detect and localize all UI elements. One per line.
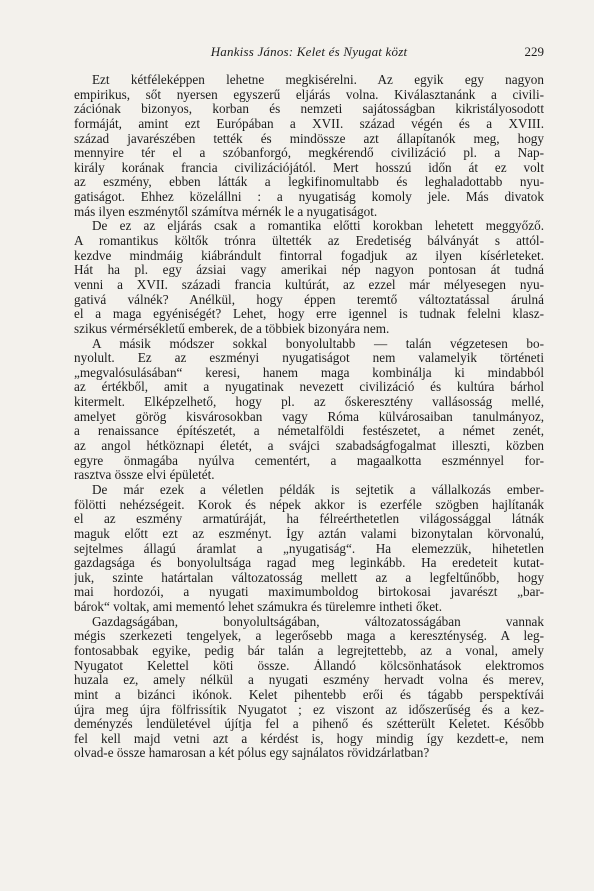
text-line: az angol hétköznapi életét, a svájci szabadságfogalmat illeszti, közben <box>74 439 544 454</box>
text-line: deményzés lendületével újítja fel a pihenő és szétterült Keletet. Később <box>74 717 544 732</box>
text-line: olvad-e össze hamarosan a két pólus egy sajnálatos rövidzárlatban? <box>74 746 430 761</box>
text-line: az eszmény, ebben látták a legkifinomultabb és leghaladottabb nyu- <box>74 175 544 190</box>
text-line: zációnak bizonyos, korban és nemzeti sajátosságban kikristályosodott <box>74 102 544 117</box>
text-line: juk, szinte határtalan változatosság mellett az a legfeltűnőbb, hogy <box>74 570 544 585</box>
text-line: kitermelt. Elképzelhető, hogy pl. az őskeresztény vallásosság mellé, <box>74 395 544 410</box>
text-line: el az eszmény armatúráját, ha félreérthetetlen világossággal látnák <box>74 512 544 527</box>
text-line: formáját, amint ezt Európában a XVII. század végén és a XVIII. <box>74 116 544 131</box>
text-line: Ezt kétféleképpen lehetne megkisérelni. Az egyik egy nagyon <box>92 73 544 87</box>
text-line: Nyugatot Kelettel köti össze. Állandó kölcsönhatások elektromos <box>74 658 544 673</box>
text-line: király korának francia civilizációjától. Mert hosszú időn át ez volt <box>74 160 544 175</box>
text-line: maguk előtt ezt az eszményt. Így aztán valami bizonytalan körvonalú, <box>74 526 544 541</box>
text-line: empirikus, sőt nyersen egyszerű eljárás volna. Kiválasztanánk a civili- <box>74 87 544 102</box>
text-line: más ilyen eszménytől számítva mérnék le a nyugatiságot. <box>74 204 378 219</box>
text-line: század javarészében tették és mindössze azt állapítanók meg, hogy <box>74 131 544 146</box>
text-line: fel kell majd vetni azt a kérdést is, hogy mindig így kezdett-e, nem <box>74 731 544 746</box>
text-line: venni a XVII. századi francia kultúrát, az ezzel már mélyesegen nyu- <box>74 277 544 292</box>
text-line: el a maga egyéniségét? Lehet, hogy erre igennel is tudnak felelni klasz- <box>74 307 544 322</box>
text-line: „megvalósulásában“ keresi, hanem maga kombinálja ki mindabból <box>74 365 544 380</box>
text-line: újra meg újra fölfrissítik Nyugatot ; ez viszont az időszerűség és a kez- <box>74 702 544 717</box>
text-line: fontosabbak egyike, pedig bár talán a legrejtettebb, az a vonal, amely <box>74 643 544 658</box>
text-line: bárok“ voltak, ami mementó lehet számukra és türelemre intheti őket. <box>74 600 443 615</box>
text-line: mai hordozói, a nyugati maximumboldog birtokosai javarészt „bar- <box>74 585 544 600</box>
text-line: sejtelmes állagú áramlat a „nyugatiság“. Ha elemezzük, hihetetlen <box>74 541 544 556</box>
text-line: Hát ha pl. egy ázsiai vagy amerikai nép nagyon pontosan át tudná <box>74 263 544 278</box>
text-line: egyre önmagába nyúlva cementért, a magaalkotta eszménnyel for- <box>74 453 544 468</box>
text-line: mégis szerkezeti tengelyek, a legerősebb maga a kereszténység. A leg- <box>74 629 544 644</box>
text-line: fölötti nehézségeit. Korok és népek akkor is ezerféle szögben hajlítanák <box>74 497 544 512</box>
text-line: gatiságot. Ehhez közelállni : a nyugatiság komoly jele. Más divatok <box>74 190 544 205</box>
text-line: szikus vérmérsékletű emberek, de a többiek bizonyára nem. <box>74 321 390 336</box>
running-head: Hankiss János: Kelet és Nyugat közt <box>210 44 408 59</box>
text-line: A romantikus költők trónra ültették az Eredetiség bálványát s attól- <box>74 234 544 249</box>
text-line: nyolult. Ez az eszményi nyugatiságot nem valamelyik történeti <box>74 351 544 366</box>
body-text <box>74 73 544 761</box>
text-line: Gazdagságában, bonyolultságában, változatosságában vannak <box>92 614 544 629</box>
text-line: A másik módszer sokkal bonyolultabb — talán végzetesen bo- <box>92 336 544 351</box>
text-line: mint a bizánci ikónok. Kelet pihentebb erői és tágabb perspektívái <box>74 687 544 702</box>
text-line: mennyire tér el a szóbanforgó, megkérendő civilizáció pl. a Nap- <box>74 146 544 161</box>
text-line: huzala ez, amely nélkül a nyugati eszmény hervadt volna és merev, <box>74 673 544 688</box>
text-line: De ez az eljárás csak a romantika előtti korokban lehetett meggyőző. <box>92 219 544 234</box>
text-line: az értékből, amit a nyugatinak nevezett civilizáció és kultúra bárhol <box>74 380 544 395</box>
text-line: De már ezek a véletlen példák is sejtetik a vállalkozás ember- <box>92 482 544 497</box>
text-line: amelyet görög kisvárosokban vagy Róma külvárosaiban tanulmányoz, <box>74 409 544 424</box>
text-line: rasztva össze elvi épületét. <box>74 468 215 483</box>
text-line: gativá válnék? Anélkül, hogy éppen teremtő változtatással árulná <box>74 292 544 307</box>
page-number: 229 <box>524 44 544 59</box>
text-line: kezdve mindmáig kiábrándult fintorral fogadjuk az ilyen kísérleteket. <box>74 248 544 263</box>
text-line: a renaissance építészetét, a németalföldi festészetet, a német zenét, <box>74 424 544 439</box>
text-line: gazdagsága és bonyolultsága ragad meg leginkább. Ha eredeteit kutat- <box>74 556 544 571</box>
page-header <box>74 44 544 62</box>
